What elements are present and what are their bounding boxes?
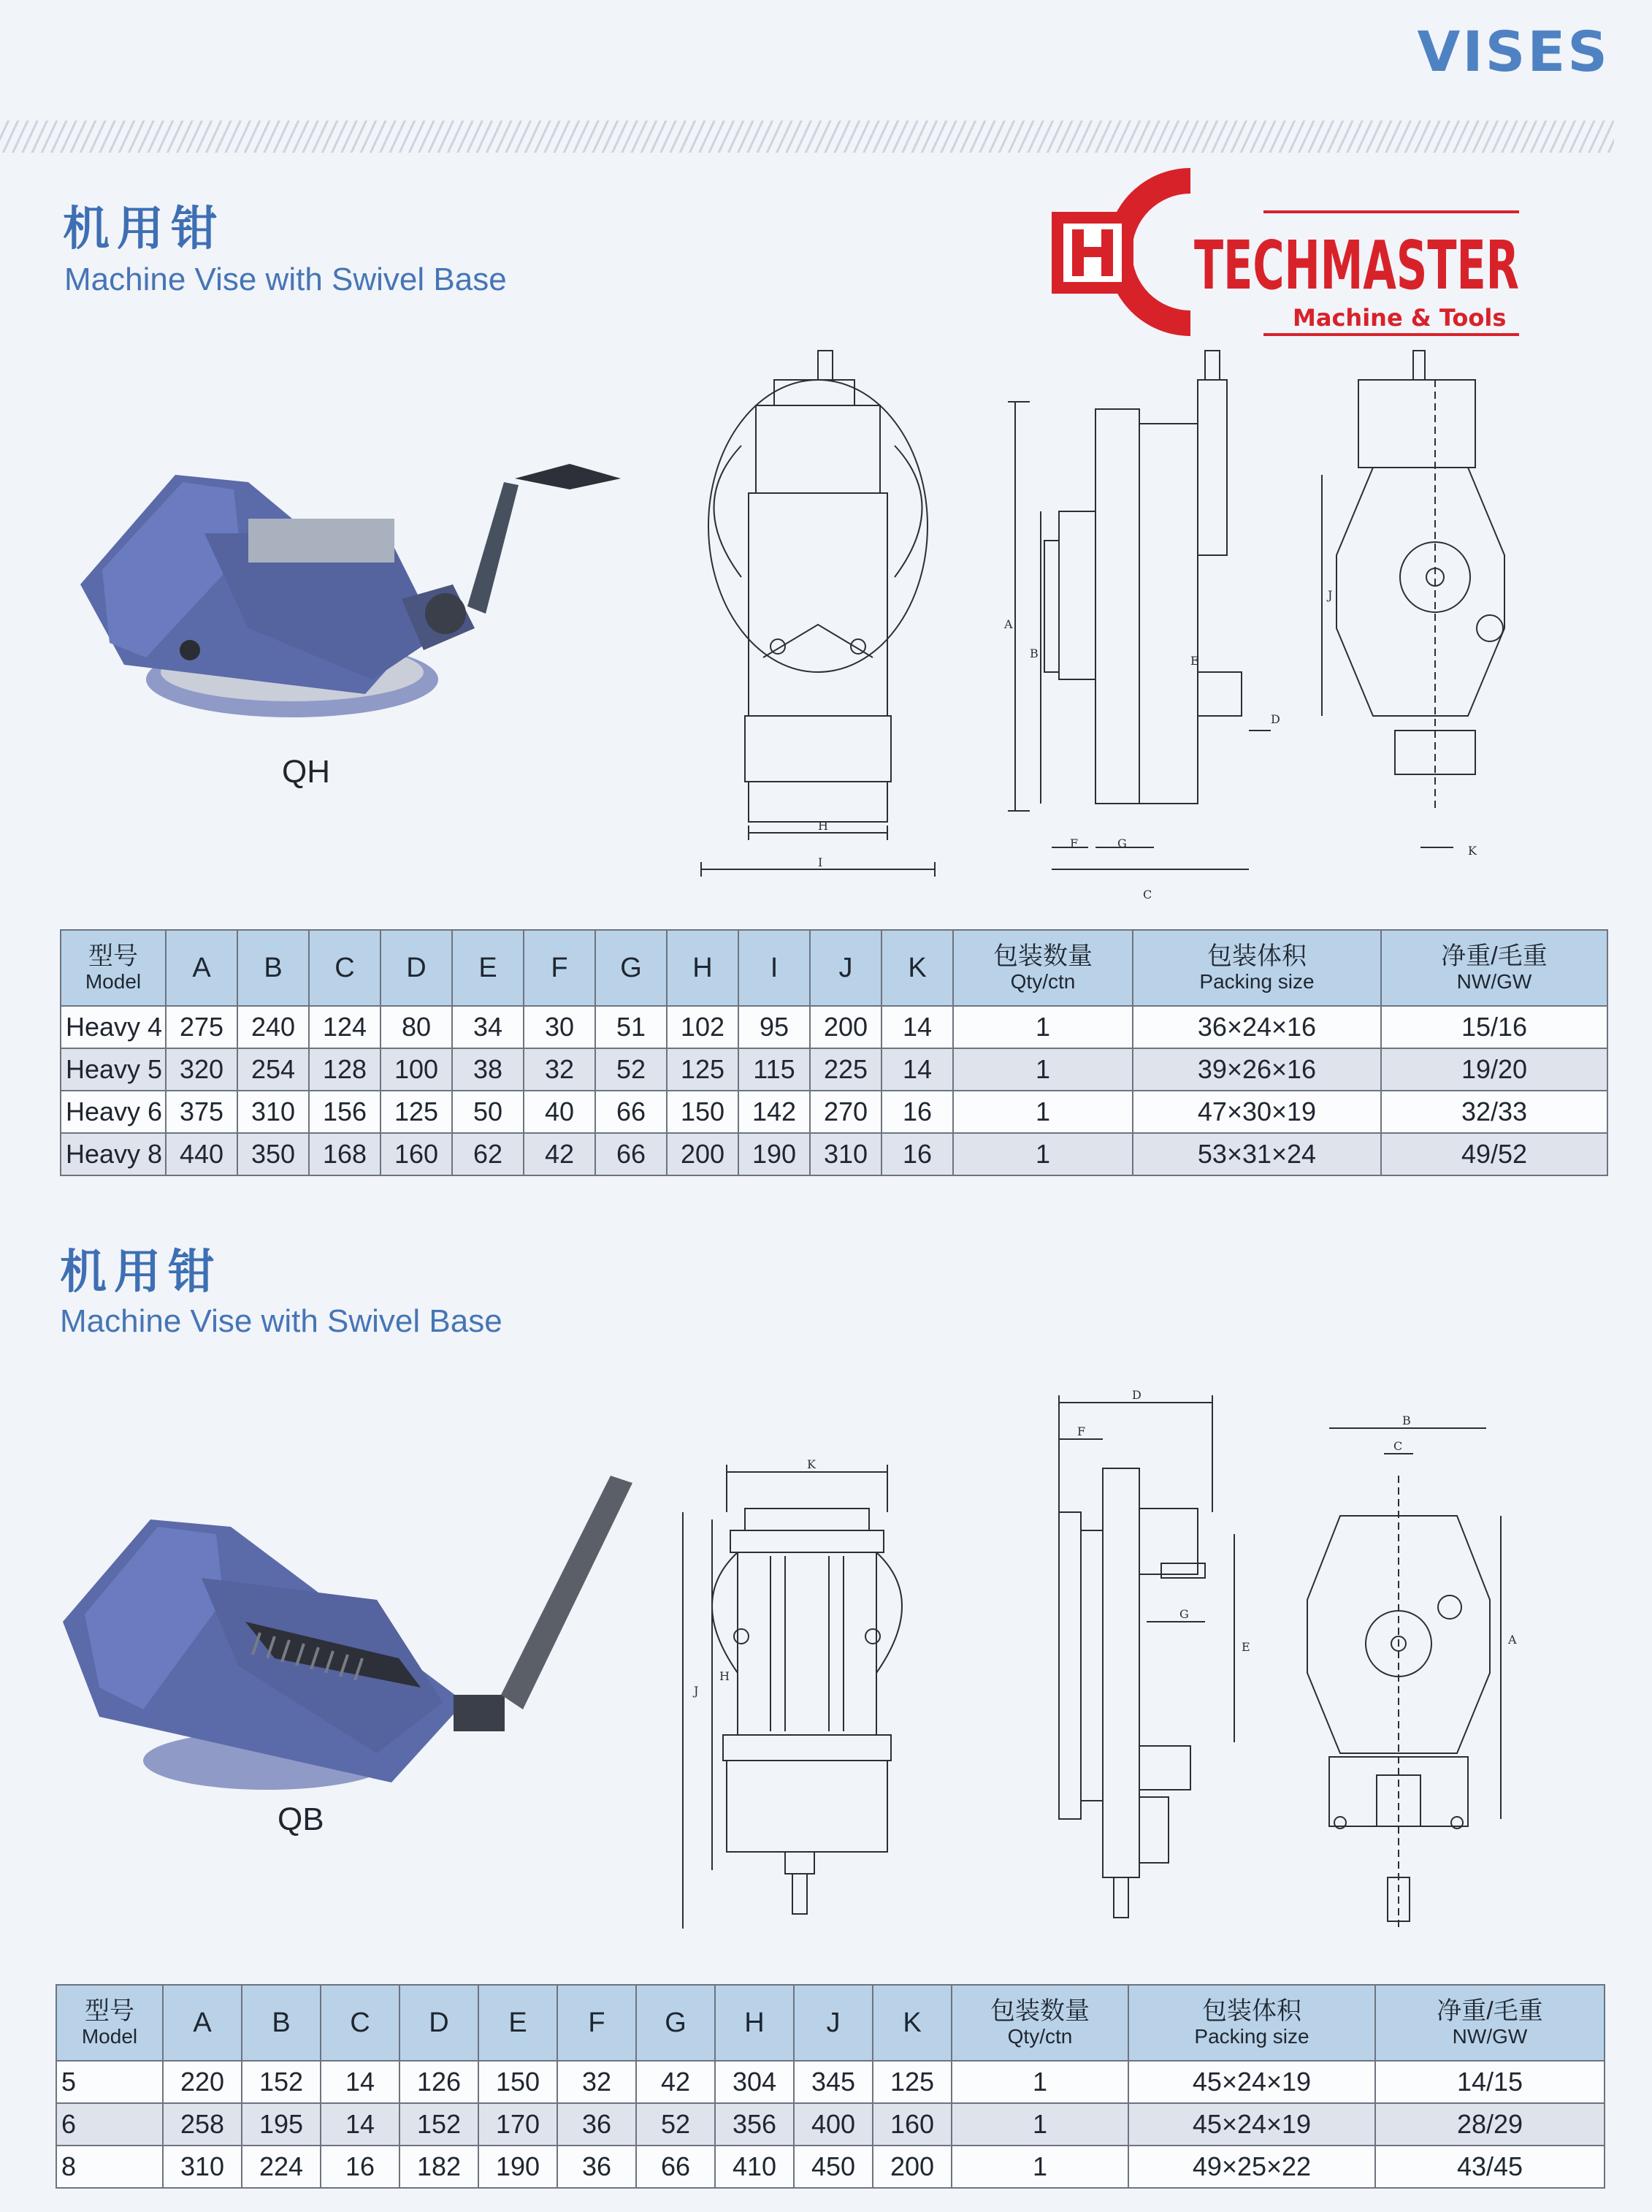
qb-label-b: B xyxy=(1402,1414,1411,1427)
qh-cell-dim: 66 xyxy=(595,1133,667,1175)
qb-cell-dim: 126 xyxy=(399,2061,478,2103)
qh-header-dim: J xyxy=(810,930,882,1006)
qh-cell-dim: 38 xyxy=(452,1048,524,1091)
qh-cell-dim: 52 xyxy=(595,1048,667,1091)
qh-label-h: H xyxy=(818,819,828,833)
qh-header-dim: A xyxy=(166,930,237,1006)
qb-title-en: Machine Vise with Swivel Base xyxy=(60,1303,502,1339)
qb-header-packing-en: Packing size xyxy=(1194,2025,1309,2048)
qh-header-qty xyxy=(953,930,1133,1006)
qb-header-weight-en: NW/GW xyxy=(1452,2025,1528,2048)
qh-table-header-row xyxy=(61,930,1607,1006)
qh-cell-dim: 50 xyxy=(452,1091,524,1133)
qh-cell-dim: 310 xyxy=(237,1091,309,1133)
qh-header-packing-en: Packing size xyxy=(1199,970,1315,993)
qb-cell-qty: 1 xyxy=(952,2146,1128,2188)
qh-cell-dim: 16 xyxy=(882,1133,953,1175)
qh-cell-dim: 190 xyxy=(738,1133,810,1175)
qh-label-j: J xyxy=(1328,588,1333,602)
qb-cell-dim: 195 xyxy=(242,2103,321,2146)
qh-cell-dim: 160 xyxy=(381,1133,452,1175)
qh-cell-dim: 80 xyxy=(381,1006,452,1048)
qb-cell-dim: 410 xyxy=(715,2146,794,2188)
qb-cell-qty: 1 xyxy=(952,2103,1128,2146)
qh-cell-dim: 42 xyxy=(524,1133,595,1175)
qh-label-g: G xyxy=(1117,836,1127,850)
qh-cell-dim: 30 xyxy=(524,1006,595,1048)
qb-cell-dim: 14 xyxy=(321,2061,399,2103)
qb-cell-qty: 1 xyxy=(952,2061,1128,2103)
qh-header-dim: D xyxy=(381,930,452,1006)
qh-cell-dim: 32 xyxy=(524,1048,595,1091)
qb-table-row xyxy=(56,2103,1605,2146)
qb-header-qty-en: Qty/ctn xyxy=(1007,2025,1073,2048)
qb-cell-dim: 310 xyxy=(163,2146,242,2188)
qh-cell-model: Heavy 5 xyxy=(61,1048,166,1091)
qh-cell-model: Heavy 8 xyxy=(61,1133,166,1175)
qh-cell-dim: 16 xyxy=(882,1091,953,1133)
qb-cell-dim: 152 xyxy=(399,2103,478,2146)
qb-table-header-row xyxy=(56,1985,1605,2061)
qh-header-dim: G xyxy=(595,930,667,1006)
qb-header-dim: E xyxy=(478,1985,557,2061)
qh-cell-packing: 39×26×16 xyxy=(1133,1048,1381,1091)
qh-cell-dim: 62 xyxy=(452,1133,524,1175)
qh-cell-dim: 320 xyxy=(166,1048,237,1091)
qb-cell-dim: 258 xyxy=(163,2103,242,2146)
qb-cell-dim: 356 xyxy=(715,2103,794,2146)
qb-header-model xyxy=(56,1985,163,2061)
qh-cell-dim: 240 xyxy=(237,1006,309,1048)
qb-cell-dim: 14 xyxy=(321,2103,399,2146)
qh-header-dim: B xyxy=(237,930,309,1006)
qh-header-dim: K xyxy=(882,930,953,1006)
qb-header-weight xyxy=(1375,1985,1605,2061)
qb-cell-model: 5 xyxy=(56,2061,163,2103)
qb-cell-dim: 42 xyxy=(636,2061,715,2103)
qh-cell-dim: 200 xyxy=(810,1006,882,1048)
qh-label-k: K xyxy=(1468,844,1477,858)
qh-cell-dim: 51 xyxy=(595,1006,667,1048)
qh-cell-qty: 1 xyxy=(953,1048,1133,1091)
qh-cell-dim: 95 xyxy=(738,1006,810,1048)
qh-header-dim: H xyxy=(667,930,738,1006)
qb-title-cn: 机用钳 xyxy=(60,1246,222,1300)
qb-label-j: J xyxy=(694,1684,699,1698)
qh-cell-weight: 32/33 xyxy=(1381,1091,1607,1133)
qh-cell-dim: 350 xyxy=(237,1133,309,1175)
qh-cell-dim: 125 xyxy=(381,1091,452,1133)
qb-cell-dim: 200 xyxy=(873,2146,952,2188)
qh-header-qty-en: Qty/ctn xyxy=(1010,970,1076,993)
logo-brand-text: TECHMASTER xyxy=(1194,226,1519,305)
qh-cell-dim: 310 xyxy=(810,1133,882,1175)
qh-header-model-en: Model xyxy=(85,970,142,993)
qb-table-row xyxy=(56,2061,1605,2103)
qb-header-dim: G xyxy=(636,1985,715,2061)
qb-cell-weight: 43/45 xyxy=(1375,2146,1605,2188)
qh-header-dim: I xyxy=(738,930,810,1006)
qb-header-dim: F xyxy=(557,1985,636,2061)
qb-label-e: E xyxy=(1242,1640,1250,1654)
qb-label-c: C xyxy=(1393,1439,1403,1453)
qh-title-en: Machine Vise with Swivel Base xyxy=(64,262,507,297)
qb-cell-dim: 224 xyxy=(242,2146,321,2188)
qh-cell-dim: 115 xyxy=(738,1048,810,1091)
qb-cell-dim: 345 xyxy=(794,2061,873,2103)
qb-header-dim: D xyxy=(399,1985,478,2061)
qb-model-caption: QB xyxy=(278,1801,324,1837)
qh-cell-dim: 102 xyxy=(667,1006,738,1048)
qh-cell-dim: 14 xyxy=(882,1006,953,1048)
qb-cell-dim: 32 xyxy=(557,2061,636,2103)
qh-cell-dim: 40 xyxy=(524,1091,595,1133)
qh-cell-dim: 156 xyxy=(309,1091,381,1133)
qh-cell-weight: 15/16 xyxy=(1381,1006,1607,1048)
qb-cell-packing: 49×25×22 xyxy=(1128,2146,1375,2188)
qb-cell-dim: 36 xyxy=(557,2146,636,2188)
qh-model-caption: QH xyxy=(282,754,330,790)
qh-header-packing xyxy=(1133,930,1381,1006)
qb-cell-dim: 182 xyxy=(399,2146,478,2188)
qh-cell-dim: 142 xyxy=(738,1091,810,1133)
qb-header-packing xyxy=(1128,1985,1375,2061)
qb-cell-dim: 160 xyxy=(873,2103,952,2146)
qh-cell-dim: 150 xyxy=(667,1091,738,1133)
qh-cell-dim: 124 xyxy=(309,1006,381,1048)
qb-cell-dim: 304 xyxy=(715,2061,794,2103)
qh-label-a: A xyxy=(1004,617,1013,631)
qb-header-model-en: Model xyxy=(81,2025,138,2048)
qh-header-weight-cn: 净重/毛重 xyxy=(1441,942,1548,970)
qh-header-model-cn: 型号 xyxy=(88,942,138,970)
qb-spec-table xyxy=(56,1984,1605,2189)
qb-cell-dim: 52 xyxy=(636,2103,715,2146)
qh-technical-drawing xyxy=(694,336,1592,913)
qh-table-row xyxy=(61,1133,1607,1175)
qh-cell-dim: 14 xyxy=(882,1048,953,1091)
qb-label-f: F xyxy=(1077,1425,1086,1438)
qb-cell-dim: 170 xyxy=(478,2103,557,2146)
qb-header-packing-cn: 包装体积 xyxy=(1202,1997,1301,2025)
qh-cell-packing: 47×30×19 xyxy=(1133,1091,1381,1133)
qh-cell-dim: 375 xyxy=(166,1091,237,1133)
qb-cell-packing: 45×24×19 xyxy=(1128,2103,1375,2146)
qb-header-dim: K xyxy=(873,1985,952,2061)
qh-label-b: B xyxy=(1030,647,1039,660)
qh-label-d: D xyxy=(1271,712,1280,726)
qh-cell-qty: 1 xyxy=(953,1091,1133,1133)
techmaster-logo xyxy=(1052,153,1526,343)
qh-cell-dim: 34 xyxy=(452,1006,524,1048)
logo-tagline-text: Machine & Tools xyxy=(1293,304,1507,332)
qb-cell-dim: 450 xyxy=(794,2146,873,2188)
qb-header-dim: A xyxy=(163,1985,242,2061)
qh-cell-qty: 1 xyxy=(953,1006,1133,1048)
qb-cell-dim: 125 xyxy=(873,2061,952,2103)
qb-label-g: G xyxy=(1179,1607,1189,1621)
page-header-title: VISES xyxy=(1417,19,1610,84)
qh-cell-qty: 1 xyxy=(953,1133,1133,1175)
qb-cell-dim: 190 xyxy=(478,2146,557,2188)
qb-label-d: D xyxy=(1132,1388,1142,1402)
qb-header-dim: H xyxy=(715,1985,794,2061)
qh-cell-dim: 128 xyxy=(309,1048,381,1091)
qb-technical-drawing xyxy=(687,1366,1592,1943)
qh-cell-dim: 275 xyxy=(166,1006,237,1048)
qb-table-row xyxy=(56,2146,1605,2188)
qh-cell-dim: 66 xyxy=(595,1091,667,1133)
qh-header-model xyxy=(61,930,166,1006)
qh-cell-dim: 225 xyxy=(810,1048,882,1091)
qh-label-i: I xyxy=(818,855,823,869)
qh-header-dim: C xyxy=(309,930,381,1006)
techmaster-logo-mark xyxy=(1052,153,1526,343)
qh-cell-packing: 36×24×16 xyxy=(1133,1006,1381,1048)
qh-label-c: C xyxy=(1143,888,1152,901)
qb-cell-dim: 66 xyxy=(636,2146,715,2188)
qb-header-qty-cn: 包装数量 xyxy=(990,1997,1090,2025)
qh-title-cn: 机用钳 xyxy=(63,202,225,256)
qh-cell-dim: 254 xyxy=(237,1048,309,1091)
qb-cell-dim: 150 xyxy=(478,2061,557,2103)
qh-vise-photo xyxy=(58,438,643,731)
qh-cell-packing: 53×31×24 xyxy=(1133,1133,1381,1175)
qh-table-row xyxy=(61,1091,1607,1133)
qh-cell-model: Heavy 4 xyxy=(61,1006,166,1048)
qh-header-dim: E xyxy=(452,930,524,1006)
qb-label-a: A xyxy=(1508,1633,1517,1647)
qb-cell-dim: 36 xyxy=(557,2103,636,2146)
qh-cell-weight: 19/20 xyxy=(1381,1048,1607,1091)
qb-cell-weight: 28/29 xyxy=(1375,2103,1605,2146)
qb-cell-model: 6 xyxy=(56,2103,163,2146)
qh-header-packing-cn: 包装体积 xyxy=(1207,942,1307,970)
qb-cell-weight: 14/15 xyxy=(1375,2061,1605,2103)
qb-cell-model: 8 xyxy=(56,2146,163,2188)
qh-label-f: F xyxy=(1070,836,1079,850)
qb-label-h: H xyxy=(719,1669,730,1683)
qb-cell-packing: 45×24×19 xyxy=(1128,2061,1375,2103)
qb-cell-dim: 220 xyxy=(163,2061,242,2103)
qb-label-k: K xyxy=(807,1457,816,1471)
qh-cell-dim: 100 xyxy=(381,1048,452,1091)
qh-table-row xyxy=(61,1006,1607,1048)
qb-cell-dim: 400 xyxy=(794,2103,873,2146)
qh-cell-weight: 49/52 xyxy=(1381,1133,1607,1175)
qh-cell-dim: 200 xyxy=(667,1133,738,1175)
qb-cell-dim: 16 xyxy=(321,2146,399,2188)
qh-cell-dim: 168 xyxy=(309,1133,381,1175)
qb-header-weight-cn: 净重/毛重 xyxy=(1437,1997,1543,2025)
qb-header-qty xyxy=(952,1985,1128,2061)
qb-cell-dim: 152 xyxy=(242,2061,321,2103)
qb-header-dim: C xyxy=(321,1985,399,2061)
header-hatch-divider xyxy=(0,121,1614,153)
qb-vise-photo xyxy=(56,1476,632,1797)
qb-header-dim: B xyxy=(242,1985,321,2061)
qh-header-qty-cn: 包装数量 xyxy=(993,942,1093,970)
qh-header-dim: F xyxy=(524,930,595,1006)
qh-cell-dim: 440 xyxy=(166,1133,237,1175)
qb-header-model-cn: 型号 xyxy=(85,1997,134,2025)
qh-header-weight-en: NW/GW xyxy=(1456,970,1532,993)
qh-cell-model: Heavy 6 xyxy=(61,1091,166,1133)
qh-header-weight xyxy=(1381,930,1607,1006)
qh-cell-dim: 270 xyxy=(810,1091,882,1133)
qh-label-e: E xyxy=(1190,654,1199,668)
qb-header-dim: J xyxy=(794,1985,873,2061)
qh-spec-table xyxy=(60,929,1608,1176)
qh-table-row xyxy=(61,1048,1607,1091)
qh-cell-dim: 125 xyxy=(667,1048,738,1091)
